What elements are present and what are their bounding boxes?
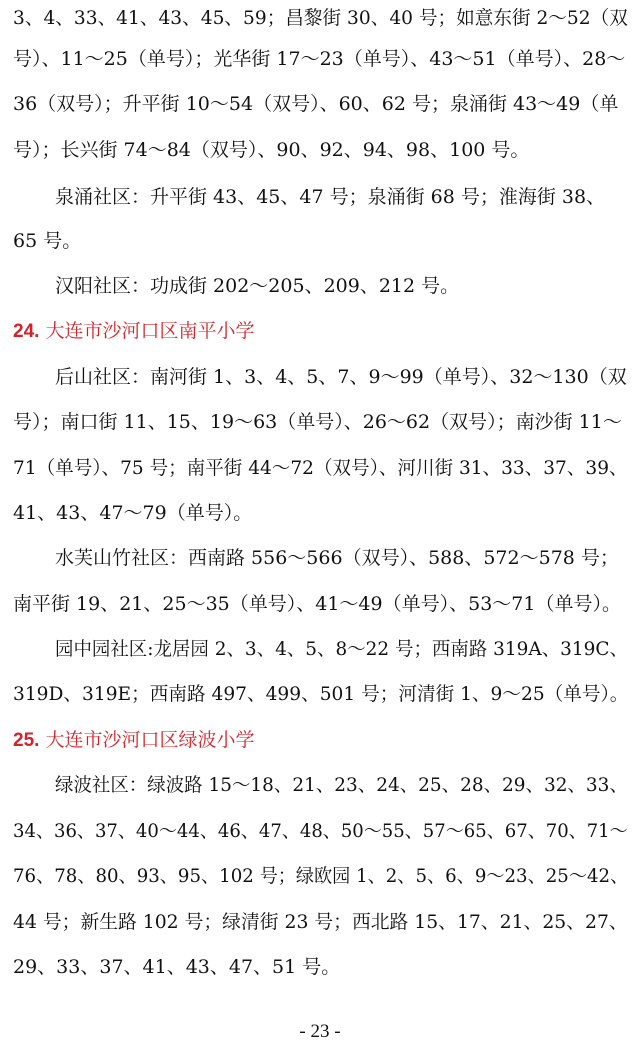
paragraph-line: 319D、319E；西南路 497、499、501 号；河清街 1、9～25（单号）。 bbox=[13, 683, 629, 705]
paragraph-line: 3、4、33、41、43、45、59；昌黎街 30、40 号；如意东街 2～52（双 bbox=[13, 7, 628, 29]
paragraph-line: 水芙山竹社区：西南路 556～566（双号）、588、572～578 号； bbox=[55, 547, 619, 569]
paragraph-line: 绿波社区：绿波路 15～18、21、23、24、25、28、29、32、33、 bbox=[55, 774, 628, 796]
section-heading bbox=[13, 317, 254, 346]
paragraph-line: 71（单号）、75 号；南平街 44～72（双号）、河川街 31、33、37、39、 bbox=[13, 457, 628, 479]
paragraph-line: 65 号。 bbox=[13, 230, 82, 252]
section-heading-title: 大连市沙河口区南平小学 bbox=[45, 320, 255, 342]
paragraph-line: 汉阳社区：功成街 202～205、209、212 号。 bbox=[55, 275, 460, 297]
paragraph-line: 36（双号）；升平街 10～54（双号）、60、62 号；泉涌街 43～49（单 bbox=[13, 93, 619, 115]
section-heading-title: 大连市沙河口区绿波小学 bbox=[45, 729, 255, 751]
paragraph-line: 园中园社区:龙居园 2、3、4、5、8～22 号；西南路 319A、319C、 bbox=[55, 638, 628, 660]
section-heading-number: 25. bbox=[13, 730, 40, 751]
paragraph-line: 号）；长兴街 74～84（双号）、90、92、94、98、100 号。 bbox=[13, 139, 530, 161]
section-heading-number: 24. bbox=[13, 321, 40, 342]
paragraph-line: 号）、11～25（单号）；光华街 17～23（单号）、43～51（单号）、28～ bbox=[13, 48, 626, 70]
paragraph-line: 南平街 19、21、25～35（单号）、41～49（单号）、53～71（单号）。 bbox=[13, 593, 621, 615]
paragraph-line: 41、43、47～79（单号）。 bbox=[13, 502, 253, 524]
paragraph-line: 号）；南口街 11、15、19～63（单号）、26～62（双号）；南沙街 11～ bbox=[13, 411, 622, 433]
page-number: - 23 - bbox=[299, 1021, 341, 1042]
section-heading bbox=[13, 726, 254, 755]
paragraph-line: 29、33、37、41、43、47、51 号。 bbox=[13, 956, 341, 978]
paragraph-line: 泉涌社区：升平街 43、45、47 号；泉涌街 68 号；淮海街 38、 bbox=[55, 186, 606, 208]
paragraph-line: 76、78、80、93、95、102 号；绿欧园 1、2、5、6、9～23、25～42、 bbox=[13, 865, 629, 887]
paragraph-line: 34、36、37、40～44、46、47、48、50～55、57～65、67、70、71～ bbox=[13, 820, 628, 842]
paragraph-line: 44 号；新生路 102 号；绿清街 23 号；西北路 15、17、21、25、27、 bbox=[13, 911, 628, 933]
paragraph-line: 后山社区：南河街 1、3、4、5、7、9～99（单号）、32～130（双 bbox=[55, 366, 627, 388]
